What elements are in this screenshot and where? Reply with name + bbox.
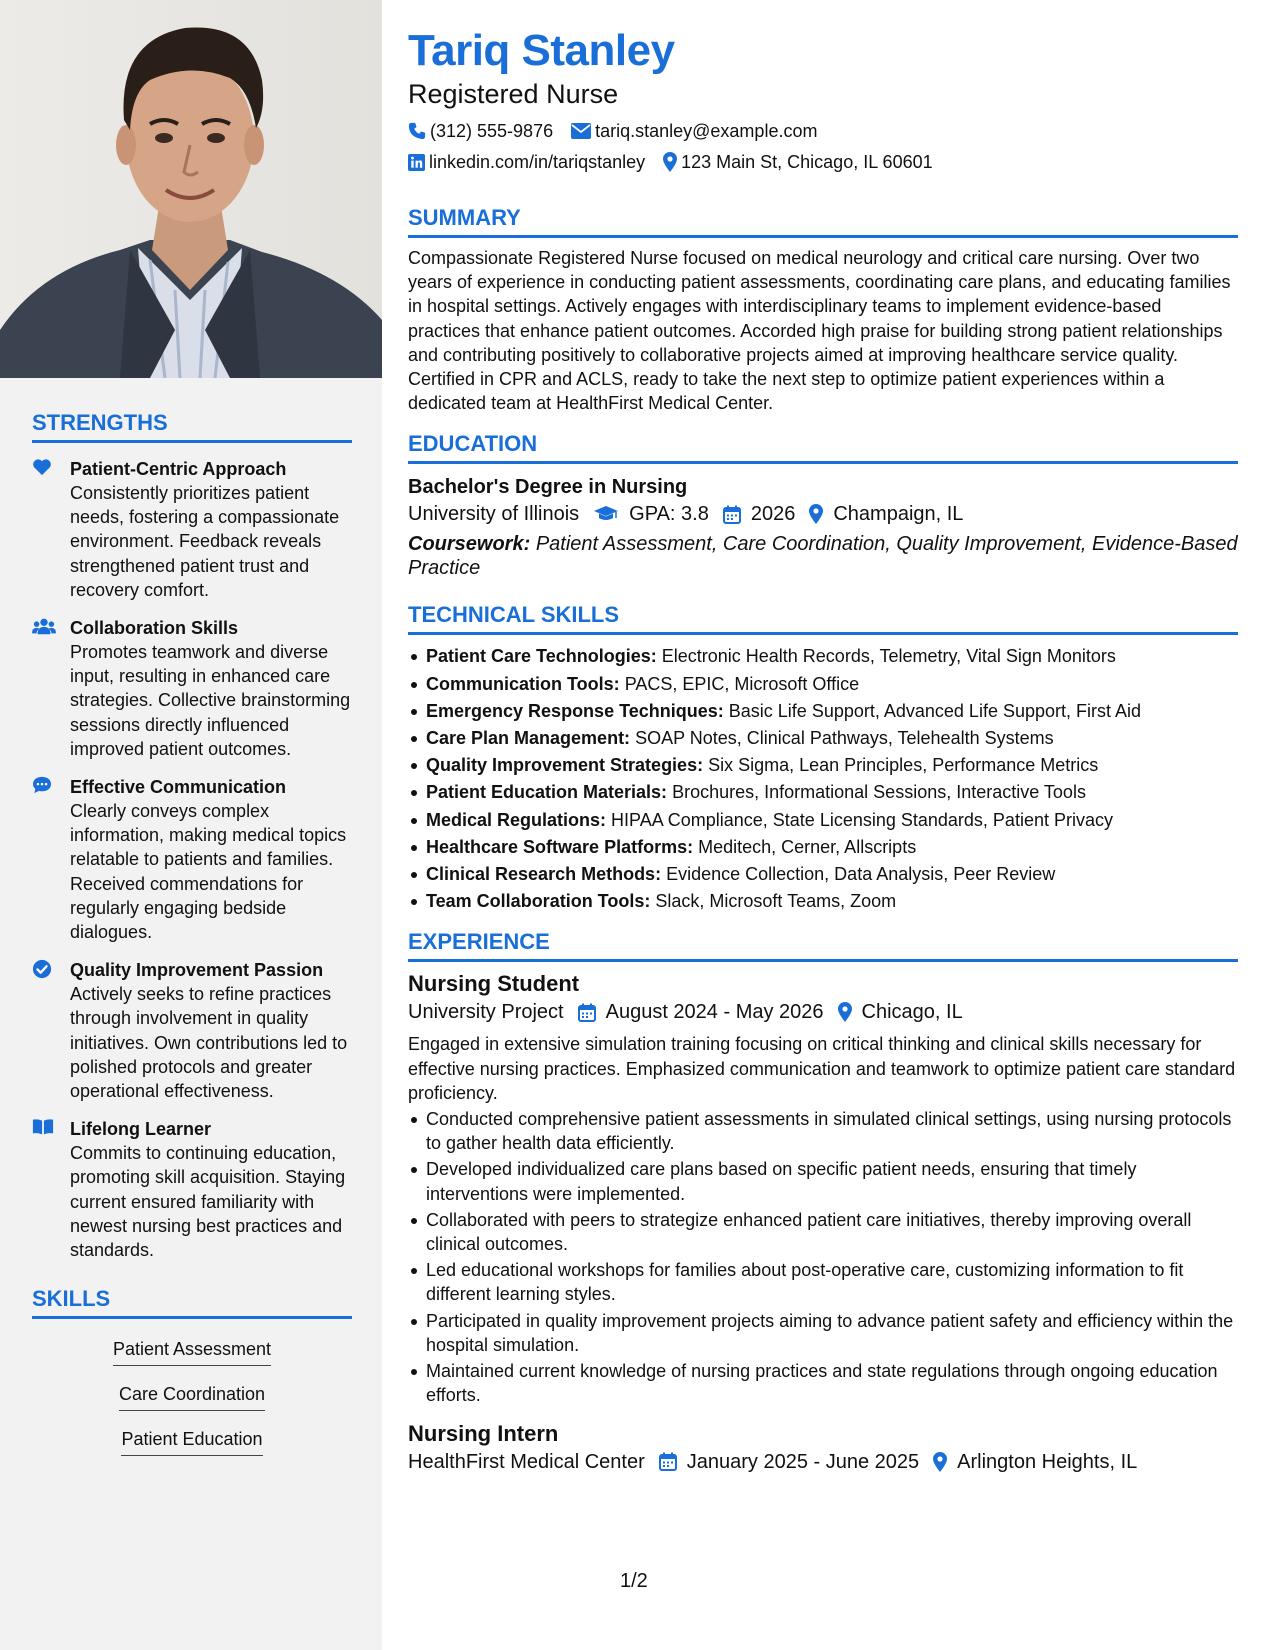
sidebar-content [32,410,352,1472]
strength-item [32,616,352,761]
address-text: 123 Main St, Chicago, IL 60601 [681,152,933,172]
candidate-name: Tariq Stanley [408,26,675,75]
org-text: HealthFirst Medical Center [408,1450,645,1473]
skill-value: PACS, EPIC, Microsoft Office [624,673,860,694]
envelope-icon [571,123,591,139]
location-text: Champaign, IL [833,503,964,526]
list-item [408,779,1238,806]
strength-item [32,457,352,602]
phone-contact[interactable] [408,120,553,142]
job-org [408,1448,645,1476]
coursework-list: Patient Assessment, Care Coordination, Quality Improvement, Evidence-Based Practice [408,533,1238,580]
sidebar [0,0,382,1650]
job-title: Nursing Intern [408,1420,559,1446]
calendar-icon [659,1452,677,1471]
job-title: Nursing Student [408,971,580,997]
skill-item: Patient Education [121,1427,262,1456]
job-meta [408,998,1238,1026]
strength-desc: Actively seeks to refine practices through involvement in quality initiatives. Own contributions led to polished protocols and greater operational effectiveness. [70,984,348,1102]
school-name [408,500,579,528]
page-number: 1/2 [620,1570,648,1592]
strength-item [32,775,352,944]
list-item: Maintained current knowledge of nursing practices and state regulations through ongoing education efforts. [408,1359,1238,1407]
skill-label: Medical Regulations: [426,809,607,830]
linkedin-text: linkedin.com/in/tariqstanley [429,152,646,172]
dates-text: August 2024 - May 2026 [605,1001,824,1024]
list-item: Developed individualized care plans based on specific patient needs, ensuring that timely interventions were implemented. [408,1157,1238,1205]
skill-value: Electronic Health Records, Telemetry, Vital Sign Monitors [661,646,1116,667]
strength-desc: Commits to continuing education, promoting skill acquisition. Staying current ensured familiarity with newest nursing best practices and standards. [70,1143,346,1261]
skill-value: Evidence Collection, Data Analysis, Peer Review [666,864,1056,885]
job-dates [659,1448,919,1476]
org-text: University Project [408,1001,564,1024]
book-icon [32,1118,56,1140]
list-item: Conducted comprehensive patient assessments in simulated clinical settings, using nursing protocols to gather health data efficiently. [408,1107,1238,1155]
list-item: Participated in quality improvement projects aiming to advance patient safety and efficiency within the hospital simulation. [408,1309,1238,1357]
strength-title: Quality Improvement Passion [70,960,324,981]
heart-icon [32,458,56,480]
job-summary: Engaged in extensive simulation training focusing on critical thinking and clinical skills necessary for effective nursing practices. Emphasized communication and teamwork to optimize patient care standard proficiency. [408,1034,1236,1103]
technical-skills-list [408,643,1238,915]
list-item [408,752,1238,779]
skill-label: Clinical Research Methods: [426,864,662,885]
job-org [408,998,564,1026]
year-text: 2026 [750,503,796,526]
skill-value: Basic Life Support, Advanced Life Support, First Aid [728,700,1142,721]
strength-title: Lifelong Learner [70,1119,212,1140]
education-heading: EDUCATION [408,431,1238,464]
coursework-label: Coursework: [408,533,531,556]
job-location [933,1448,1137,1476]
skill-label: Communication Tools: [426,673,620,694]
linkedin-contact[interactable] [408,151,645,173]
email-contact[interactable] [571,120,817,142]
main-content [408,26,1238,1476]
list-item: Collaborated with peers to strategize enhanced patient care initiatives, thereby improving overall clinical outcomes. [408,1208,1238,1256]
list-item [408,698,1238,725]
location-pin-icon [838,1002,852,1022]
calendar-icon [723,505,741,524]
list-item [408,861,1238,888]
chat-icon [32,776,56,798]
list-item: Led educational workshops for families about post-operative care, customizing information to fit different learning styles. [408,1258,1238,1306]
education-location [809,500,963,528]
job-dates [578,998,824,1026]
list-item [408,807,1238,834]
strength-desc: Clearly conveys complex information, making medical topics relatable to patients and families. Received commendations for regularly engaging bedside dialogues. [70,801,347,943]
skill-item: Patient Assessment [113,1337,271,1366]
education-meta [408,500,1238,528]
profile-photo [0,0,382,378]
location-pin-icon [809,504,823,524]
strength-desc: Consistently prioritizes patient needs, fostering a compassionate environment. Feedback reveals strengthened patient trust and recovery comfort. [70,483,340,600]
candidate-role: Registered Nurse [408,79,619,109]
graduation-year [723,500,796,528]
strength-title: Effective Communication [70,777,287,798]
job-location [838,998,963,1026]
skill-value: Slack, Microsoft Teams, Zoom [655,891,897,912]
job-meta [408,1448,1238,1476]
list-item [408,834,1238,861]
users-icon [32,617,56,639]
list-item [408,888,1238,915]
graduation-cap-icon [593,505,619,523]
location-text: Chicago, IL [861,1001,963,1024]
skill-label: Quality Improvement Strategies: [426,755,704,776]
summary-heading: SUMMARY [408,205,1238,238]
skill-value: SOAP Notes, Clinical Pathways, Telehealth Systems [635,728,1054,749]
address-contact [663,151,933,173]
phone-text: (312) 555-9876 [430,121,554,141]
location-pin-icon [663,152,677,172]
skill-value: Brochures, Informational Sessions, Interactive Tools [672,782,1086,803]
email-text: tariq.stanley@example.com [595,121,818,141]
skills-heading: SKILLS [32,1286,352,1319]
dates-text: January 2025 - June 2025 [686,1450,920,1473]
calendar-icon [578,1003,596,1022]
skill-label: Emergency Response Techniques: [426,700,724,721]
check-badge-icon [32,959,56,981]
location-pin-icon [933,1452,947,1472]
skill-label: Patient Care Technologies: [426,646,657,667]
school-text: University of Illinois [408,503,580,526]
summary-text: Compassionate Registered Nurse focused on medical neurology and critical care nursing. Over two years of experience in conducting patient assessments, coordinating care plans, and educating families in hospital settings. Actively engages with interdisciplinary teams to implement evidence-based practices that enhance patient outcomes. Accorded high praise for building strong patient relationships and contributing positively to collaborative projects aimed at improving healthcare service quality. Certified in CPR and ACLS, ready to take the next step to optimize patient experiences within a dedicated team at HealthFirst Medical Center. [408,248,1231,414]
list-item [408,643,1238,670]
coursework [408,532,1238,580]
strengths-heading: STRENGTHS [32,410,352,443]
skill-label: Care Plan Management: [426,728,631,749]
strength-item [32,1117,352,1262]
skill-value: Meditech, Cerner, Allscripts [698,836,917,857]
list-item [408,725,1238,752]
degree-title: Bachelor's Degree in Nursing [408,476,688,499]
strength-title: Collaboration Skills [70,618,239,639]
skill-label: Patient Education Materials: [426,782,668,803]
skill-list [32,1337,352,1472]
skill-item: Care Coordination [119,1382,265,1411]
gpa-text: GPA: 3.8 [629,503,709,526]
skill-value: Six Sigma, Lean Principles, Performance Metrics [708,755,1099,776]
strength-title: Patient-Centric Approach [70,459,287,479]
experience-heading: EXPERIENCE [408,929,1238,962]
technical-skills-heading: TECHNICAL SKILLS [408,602,1238,635]
gpa [593,500,709,528]
skill-value: HIPAA Compliance, State Licensing Standards, Patient Privacy [611,809,1113,830]
strength-desc: Promotes teamwork and diverse input, resulting in enhanced care strategies. Collective brainstorming sessions directly influenced improved patient outcomes. [70,642,351,759]
skill-label: Healthcare Software Platforms: [426,836,694,857]
contact-row-2 [408,151,1238,173]
job-bullets [408,1107,1238,1407]
linkedin-icon [408,154,425,171]
contact-row [408,120,1238,142]
location-text: Arlington Heights, IL [957,1450,1138,1473]
phone-icon [408,122,426,140]
strength-item [32,958,352,1103]
list-item [408,671,1238,698]
skill-label: Team Collaboration Tools: [426,891,651,912]
